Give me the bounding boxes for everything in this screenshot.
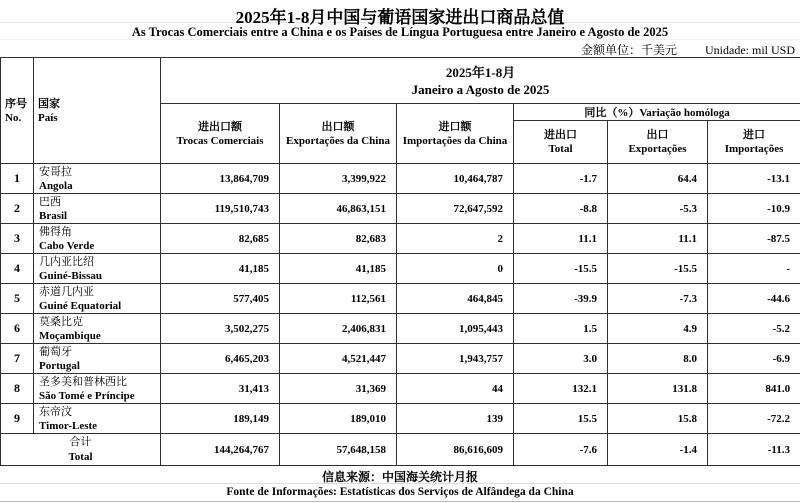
cell-yoy-imports: -5.2 [708, 314, 800, 344]
header-yoy-exports-zh: 出口 [646, 129, 669, 141]
header-yoy-total-zh: 进出口 [544, 129, 577, 141]
label-pt: Portugal [39, 359, 80, 372]
cell-imports-value: 464,845 [397, 284, 514, 314]
cell-yoy-imports: -44.6 [708, 284, 800, 314]
label-zh: 几内亚比绍 [39, 255, 94, 268]
cell-yoy-exports: 4.9 [608, 314, 708, 344]
cell-trade-value: 82,685 [161, 224, 280, 254]
cell-yoy-exports: -15.5 [608, 254, 708, 284]
cell-yoy-total: 3.0 [514, 344, 608, 374]
header-yoy-exports [608, 121, 708, 164]
header-yoy-exports-pt: Exportações [628, 143, 687, 155]
unit-label-portuguese: Unidade: mil USD [705, 43, 795, 57]
header-exports [280, 104, 397, 164]
cell-country [34, 224, 161, 254]
cell-yoy-total: 11.1 [514, 224, 608, 254]
cell-country [34, 344, 161, 374]
table-row [1, 344, 800, 374]
label-pt: Guiné Equatorial [39, 299, 122, 312]
header-yoy-total-pt: Total [548, 143, 573, 155]
label-zh: 佛得角 [39, 225, 72, 238]
cell-trade-value: 119,510,743 [161, 194, 280, 224]
cell-country [34, 194, 161, 224]
cell-trade-value: 6,465,203 [161, 344, 280, 374]
label-zh: 合计 [69, 435, 92, 448]
header-exports-pt: Exportações da China [286, 134, 390, 147]
cell-yoy-total: -1.7 [514, 164, 608, 194]
cell-imports-value: 139 [397, 404, 514, 434]
cell-imports-value: 2 [397, 224, 514, 254]
cell-yoy-imports: -87.5 [708, 224, 800, 254]
header-yoy-imports [708, 121, 800, 164]
source-line-portuguese: Fonte de Informações: Estatísticas dos Serviços de Alfândega da China [0, 484, 800, 502]
label-pt: Guiné-Bissau [39, 269, 102, 282]
cell-total-yoy-exports: -1.4 [608, 434, 708, 466]
cell-exports-value: 82,683 [280, 224, 397, 254]
trade-statistics-table [0, 57, 800, 466]
label-zh: 葡萄牙 [39, 345, 72, 358]
header-country-zh: 国家 [38, 97, 60, 110]
label-pt: Cabo Verde [39, 239, 95, 252]
label-zh: 圣多美和普林西比 [39, 375, 127, 388]
cell-yoy-exports: -7.3 [608, 284, 708, 314]
cell-total-exports: 57,648,158 [280, 434, 397, 466]
cell-yoy-exports: 15.8 [608, 404, 708, 434]
cell-exports-value: 189,010 [280, 404, 397, 434]
source-line-chinese: 信息来源：中国海关统计月报 [0, 466, 800, 484]
header-imports [397, 104, 514, 164]
cell-total-imports: 86,616,609 [397, 434, 514, 466]
header-no-zh: 序号 [5, 97, 27, 110]
cell-country [34, 254, 161, 284]
header-country [34, 58, 161, 164]
cell-yoy-total: 1.5 [514, 314, 608, 344]
cell-row-number: 3 [1, 224, 34, 254]
header-no-pt: No. [5, 111, 22, 124]
cell-yoy-imports: -6.9 [708, 344, 800, 374]
cell-exports-value: 3,399,922 [280, 164, 397, 194]
cell-yoy-exports: 131.8 [608, 374, 708, 404]
cell-trade-value: 41,185 [161, 254, 280, 284]
header-total-trade [161, 104, 280, 164]
cell-yoy-exports: -5.3 [608, 194, 708, 224]
cell-row-number: 2 [1, 194, 34, 224]
cell-trade-value: 13,864,709 [161, 164, 280, 194]
cell-imports-value: 1,095,443 [397, 314, 514, 344]
cell-yoy-imports: - [708, 254, 800, 284]
label-pt: Total [68, 450, 93, 463]
label-pt: São Tomé e Príncipe [39, 389, 135, 402]
cell-imports-value: 0 [397, 254, 514, 284]
cell-exports-value: 2,406,831 [280, 314, 397, 344]
header-imports-pt: Importações da China [402, 134, 508, 147]
label-zh: 莫桑比克 [39, 315, 83, 328]
cell-yoy-imports: -13.1 [708, 164, 800, 194]
cell-yoy-imports: -72.2 [708, 404, 800, 434]
header-row-number [1, 58, 34, 164]
cell-row-number: 5 [1, 284, 34, 314]
label-zh: 巴西 [39, 195, 61, 208]
cell-yoy-imports: 841.0 [708, 374, 800, 404]
cell-trade-value: 189,149 [161, 404, 280, 434]
cell-total-label [1, 434, 161, 466]
cell-imports-value: 10,464,787 [397, 164, 514, 194]
table-row [1, 194, 800, 224]
cell-row-number: 7 [1, 344, 34, 374]
cell-yoy-exports: 64.4 [608, 164, 708, 194]
cell-yoy-imports: -10.9 [708, 194, 800, 224]
header-trade-zh: 进出口额 [198, 120, 242, 133]
cell-exports-value: 31,369 [280, 374, 397, 404]
cell-imports-value: 44 [397, 374, 514, 404]
label-pt: Moçambique [39, 329, 101, 342]
header-exports-zh: 出口额 [321, 120, 355, 133]
cell-yoy-total: -8.8 [514, 194, 608, 224]
cell-country [34, 314, 161, 344]
cell-yoy-exports: 8.0 [608, 344, 708, 374]
cell-row-number: 8 [1, 374, 34, 404]
label-pt: Timor-Leste [39, 419, 98, 432]
table-row [1, 404, 800, 434]
cell-yoy-total: -15.5 [514, 254, 608, 284]
header-yoy-imports-pt: Importações [724, 143, 784, 155]
cell-row-number: 6 [1, 314, 34, 344]
cell-yoy-total: 132.1 [514, 374, 608, 404]
unit-label-chinese: 金额单位：千美元 [580, 43, 677, 57]
cell-trade-value: 31,413 [161, 374, 280, 404]
cell-exports-value: 4,521,447 [280, 344, 397, 374]
cell-trade-value: 577,405 [161, 284, 280, 314]
cell-total-yoy-imports: -11.3 [708, 434, 800, 466]
cell-yoy-total: -39.9 [514, 284, 608, 314]
page-title-portuguese: As Trocas Comerciais entre a China e os Países de Língua Portuguesa entre Janeiro e Agosto de 2025 [0, 23, 800, 40]
cell-total-trade: 144,264,767 [161, 434, 280, 466]
table-row [1, 284, 800, 314]
cell-country [34, 374, 161, 404]
label-zh: 安哥拉 [39, 165, 72, 178]
currency-unit-row [0, 40, 800, 57]
table-row [1, 374, 800, 404]
table-row [1, 164, 800, 194]
cell-yoy-total: 15.5 [514, 404, 608, 434]
header-country-pt: País [38, 111, 58, 124]
cell-total-yoy-total: -7.6 [514, 434, 608, 466]
table-row [1, 224, 800, 254]
cell-row-number: 9 [1, 404, 34, 434]
label-zh: 东帝汶 [39, 405, 72, 418]
cell-exports-value: 46,863,151 [280, 194, 397, 224]
header-yoy-imports-zh: 进口 [743, 129, 766, 141]
cell-imports-value: 72,647,592 [397, 194, 514, 224]
label-pt: Angola [39, 179, 73, 192]
header-period-pt: Janeiro a Agosto de 2025 [411, 81, 550, 97]
cell-imports-value: 1,943,757 [397, 344, 514, 374]
cell-row-number: 4 [1, 254, 34, 284]
cell-yoy-exports: 11.1 [608, 224, 708, 254]
header-period [161, 58, 800, 104]
label-pt: Brasil [39, 209, 68, 222]
header-yoy-variation: 同比（%）Variação homóloga [514, 104, 800, 121]
table-row [1, 254, 800, 284]
header-period-zh: 2025年1-8月 [445, 64, 516, 80]
cell-row-number: 1 [1, 164, 34, 194]
label-zh: 赤道几内亚 [39, 285, 94, 298]
cell-trade-value: 3,502,275 [161, 314, 280, 344]
cell-country [34, 284, 161, 314]
cell-exports-value: 112,561 [280, 284, 397, 314]
cell-country [34, 404, 161, 434]
table-row [1, 314, 800, 344]
table-total-row [1, 434, 800, 466]
cell-exports-value: 41,185 [280, 254, 397, 284]
header-trade-pt: Trocas Comerciais [176, 134, 264, 147]
header-imports-zh: 进口额 [438, 120, 472, 133]
page-title-chinese: 2025年1-8月中国与葡语国家进出口商品总值 [0, 0, 800, 23]
cell-country [34, 164, 161, 194]
header-yoy-total [514, 121, 608, 164]
